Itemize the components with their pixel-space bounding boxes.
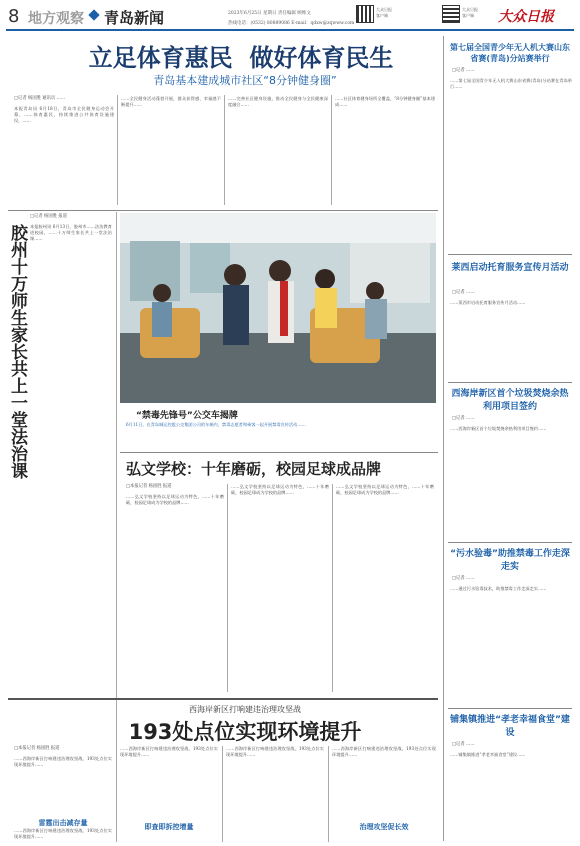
left-story-headline: 胶州十万师生家长共上一堂法治课	[7, 224, 27, 479]
right-story-3-body: ……西海岸新区首个垃圾焚烧余热利用项目签约……	[450, 426, 547, 431]
section-rule	[448, 542, 572, 543]
bottom-subhead-2: 即查即拆控增量	[144, 823, 194, 831]
feature-body-col-1: ……弘文学校坚持以足球运动为特色，……十年磨砺，校园足球成为学校的品牌……	[126, 494, 224, 506]
lead-body-col-2: ……全民健身活动蓬勃开展，群众获得感、幸福感不断提升……	[121, 96, 221, 108]
qr-caption-left: 大众日报 客户端	[376, 7, 392, 18]
news-photo	[120, 213, 436, 403]
left-story-byline: □记者 杨国胜 报道	[30, 214, 67, 219]
page-header	[0, 0, 580, 30]
masthead-logo: 大众日报	[498, 9, 554, 25]
section-rule	[120, 452, 438, 453]
bottom-body-col-1b: ……西海岸新区打响建违治理攻坚战，193处点位实现环境提升……	[14, 828, 112, 840]
lead-body-col-4: ……社区体育健身场所全覆盖，“8分钟健身圈”基本建成……	[335, 96, 435, 108]
bottom-subhead-3: 治理攻坚促长效	[359, 823, 409, 831]
col-divider	[227, 484, 228, 692]
left-story-body: 本报胶州讯 6月13日，胶州市……法治教育进校园，……十万师生家长共上一堂法治课……	[30, 224, 112, 242]
section-rule	[448, 708, 572, 709]
col-divider	[328, 746, 329, 842]
column-title: 青岛新闻	[104, 9, 165, 27]
right-story-5-body: ……铺集镇推进“孝老幸福食堂”建设……	[450, 752, 526, 757]
right-story-3-byline: □记者 ……	[452, 416, 475, 421]
right-story-1-headline: 第七届全国青少年无人机大赛山东省赛(青岛)分站赛举行	[450, 43, 570, 63]
col-divider	[332, 484, 333, 692]
right-story-4-body: ……通过污水验毒技术，助推禁毒工作走深走实……	[450, 586, 547, 591]
section-rule	[448, 382, 572, 383]
bottom-subhead-1: 雷霆出击减存量	[38, 819, 88, 827]
photo-title: “禁毒先锋号”公交车揭牌	[136, 411, 238, 421]
meta-line: 2023年6月25日 星期日 责任编辑 顾维文	[228, 11, 311, 16]
right-story-1-body: ……第七届全国青少年无人机大赛山东省赛(青岛)分站赛在青岛举行……	[450, 78, 572, 90]
bottom-body-col-2: ……西海岸新区打响建违治理攻坚战，193处点位实现环境提升……	[120, 746, 218, 758]
section-rule	[8, 698, 438, 700]
bottom-body-col-1: ……西海岸新区打响建违治理攻坚战，193处点位实现环境提升……	[14, 756, 112, 768]
right-story-3-headline: 西海岸新区首个垃圾焚烧余热利用项目签约	[451, 389, 569, 412]
feature-headline: 弘文学校：十年磨砺，校园足球成品牌	[126, 460, 382, 478]
col-divider	[117, 95, 118, 205]
qr-code-right	[442, 5, 460, 23]
header-rule	[6, 29, 574, 31]
page-number: 8	[8, 6, 20, 27]
section-rule	[8, 210, 438, 211]
right-story-1-byline: □记者 ……	[452, 68, 475, 73]
right-story-5-byline: □记者 ……	[452, 742, 475, 747]
contact-line: 热线电话：(0532) 80889086 E-mail：qdxw@zqwww.com	[228, 21, 355, 26]
right-story-4-headline: “污水验毒”助推禁毒工作走深走实	[450, 549, 570, 572]
right-story-2-headline: 莱西启动托育服务宣传月活动	[451, 263, 569, 273]
col-divider	[116, 212, 117, 782]
qr-code-left	[356, 5, 374, 23]
bottom-kicker: 西海岸新区打响建违治理攻坚战	[189, 705, 301, 714]
bottom-headline: 193处点位实现环境提升	[128, 720, 362, 744]
lead-deck: 青岛基本建成城市社区“8分钟健身圈”	[153, 74, 337, 87]
section-bullet	[88, 9, 99, 20]
col-divider	[116, 746, 117, 842]
bottom-body-col-3: ……西海岸新区打响建违治理攻坚战，193处点位实现环境提升……	[226, 746, 324, 758]
lead-body-col-1: 本报青岛讯 6月18日，青岛市全民健身运动会开幕，……体育惠民，持续推进公共体育设施建设，……	[14, 106, 114, 124]
right-story-5-headline: 铺集镇推进“孝老幸福食堂”建设	[450, 715, 570, 738]
lead-byline: □记者 杨国胜 通讯员 ……	[14, 96, 66, 101]
bottom-body-col-4: ……西海岸新区打响建违治理攻坚战，193处点位实现环境提升……	[332, 746, 436, 758]
col-divider	[224, 95, 225, 205]
lead-body-col-3: ……完善社区健身设施，推动全民健身与全民健康深度融合……	[228, 96, 328, 108]
section-label: 地方观察	[28, 11, 84, 27]
photo-caption: 6月11日，在青岛城运控股公交集团公司的车辆内，禁毒志愿者和乘客一起开展禁毒宣传活动……	[126, 422, 306, 427]
qr-caption-right: 大众日报 客户端	[462, 7, 478, 18]
col-divider	[222, 746, 223, 842]
feature-body-col-3: ……弘文学校坚持以足球运动为特色，……十年磨砺，校园足球成为学校的品牌……	[336, 484, 434, 496]
right-story-4-byline: □记者 ……	[452, 576, 475, 581]
right-column-divider	[443, 36, 444, 841]
lead-headline: 立足体育惠民 做好体育民生	[88, 44, 394, 72]
section-rule	[448, 254, 572, 255]
feature-body-col-2: ……弘文学校坚持以足球运动为特色，……十年磨砺，校园足球成为学校的品牌……	[231, 484, 329, 496]
right-story-2-body: ……莱西市启动托育服务宣传月活动……	[450, 300, 526, 305]
bottom-byline: □本报记者 杨国胜 报道	[14, 746, 60, 751]
feature-byline: □本报记者 杨国胜 报道	[126, 484, 172, 489]
col-divider	[331, 95, 332, 205]
right-story-2-byline: □记者 ……	[452, 290, 475, 295]
